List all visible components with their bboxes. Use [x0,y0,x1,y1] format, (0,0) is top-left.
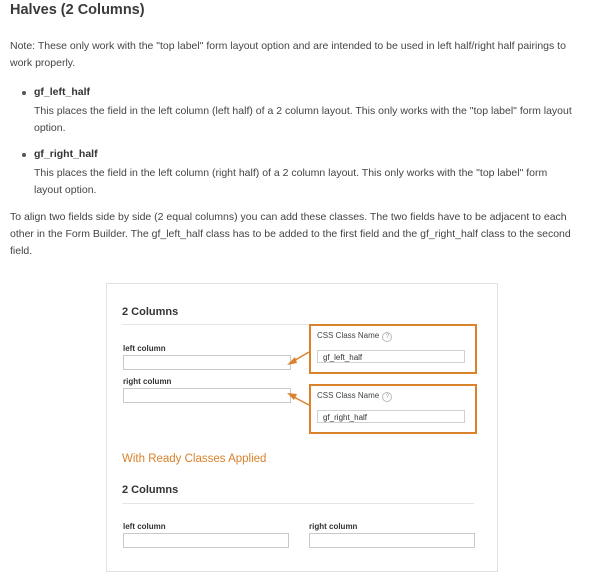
class-description: This places the field in the left column (left half) of a 2 column layout. This only works with the "top label" form layout option. [34,105,572,134]
css-class-name-text: CSS Class Name [317,391,380,400]
form-example-figure [106,283,498,572]
left-arrow-head-icon [287,357,297,365]
right-column-label: right column [123,377,172,386]
bullet-dot-icon [22,91,26,95]
figure-section-title: 2 Columns [122,306,179,318]
note-paragraph: Note: These only work with the "top label" form layout option and are intended to be used in left half/right half pairings to work properly. [10,40,566,69]
help-icon[interactable]: ? [382,332,392,342]
section-divider-2 [122,503,474,504]
left-column-label-2: left column [123,522,166,531]
class-description: This places the field in the left column (right half) of a 2 column layout. This only works with the "top label" form layout option. [34,167,548,196]
right-column-input-2[interactable] [309,533,475,548]
right-column-label-2: right column [309,522,358,531]
left-column-label: left column [123,344,166,353]
ready-classes-heading: With Ready Classes Applied [122,453,267,465]
instructions-paragraph: To align two fields side by side (2 equal columns) you can add these classes. The two fields have to be adjacent to each other in the Form Builder. The gf_left_half class has to be added to the first field and the gf_right_half class to the second field. [10,211,571,257]
help-icon[interactable]: ? [382,392,392,402]
section-heading: Halves (2 Columns) [10,2,145,18]
css-class-name-text: CSS Class Name [317,331,380,340]
left-column-input-2[interactable] [123,533,289,548]
class-name-term: gf_right_half [34,148,98,160]
css-class-input[interactable]: gf_left_half [317,350,465,363]
css-class-input[interactable]: gf_right_half [317,410,465,423]
bullet-dot-icon [22,153,26,157]
figure-section-title-2: 2 Columns [122,484,179,496]
class-name-term: gf_left_half [34,86,91,98]
right-arrow-head-icon [287,393,297,400]
